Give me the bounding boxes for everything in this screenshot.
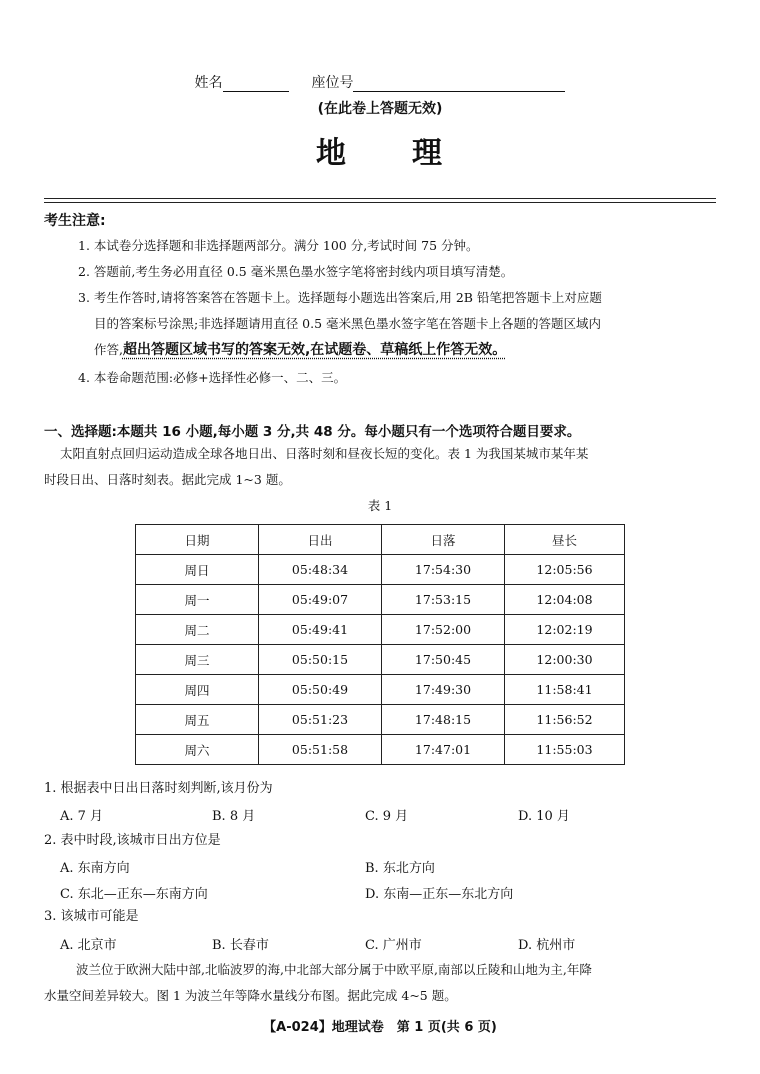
seat-blank[interactable] — [353, 77, 565, 92]
page-footer: 【A-024】地理试卷 第 1 页(共 6 页) — [263, 1020, 497, 1035]
q1-option-d[interactable]: D. 10 月 — [518, 809, 570, 824]
table-cell: 周日 — [136, 555, 259, 585]
table-cell: 05:49:41 — [259, 615, 382, 645]
col-header-sunset: 日落 — [382, 525, 505, 555]
table-cell: 12:00:30 — [505, 645, 625, 675]
instruction-3-prefix: 作答, — [94, 342, 123, 357]
table-cell: 周五 — [136, 705, 259, 735]
instruction-3-cont: 目的答案标号涂黑;非选择题请用直径 0.5 毫米黑色墨水签字笔在答题卡上各题的答题区域内 — [94, 316, 602, 331]
table-cell: 05:50:49 — [259, 675, 382, 705]
table-cell: 05:51:23 — [259, 705, 382, 735]
sunrise-sunset-table — [135, 524, 625, 765]
title-char-2: 理 — [412, 136, 444, 171]
q3-option-c[interactable]: C. 广州市 — [365, 938, 422, 953]
q2-option-c[interactable]: C. 东北—正东—东南方向 — [60, 887, 208, 902]
table-cell: 12:02:19 — [505, 615, 625, 645]
q3-option-a[interactable]: A. 北京市 — [60, 938, 117, 953]
instruction-1: 1. 本试卷分选择题和非选择题两部分。满分 100 分,考试时间 75 分钟。 — [78, 238, 479, 253]
question-3-stem: 3. 该城市可能是 — [44, 909, 139, 924]
question-2-stem: 2. 表中时段,该城市日出方位是 — [44, 833, 221, 848]
intro-line-1: 太阳直射点回归运动造成全球各地日出、日落时刻和昼夜长短的变化。表 1 为我国某城市某年某 — [60, 446, 589, 461]
table-cell: 周二 — [136, 615, 259, 645]
table-header-row — [136, 525, 625, 555]
table-cell: 12:04:08 — [505, 585, 625, 615]
table-cell: 周六 — [136, 735, 259, 765]
table-cell: 12:05:56 — [505, 555, 625, 585]
table-caption: 表 1 — [367, 498, 393, 513]
q1-option-b[interactable]: B. 8 月 — [212, 809, 256, 824]
table-cell: 周三 — [136, 645, 259, 675]
table-cell: 05:50:15 — [259, 645, 382, 675]
name-blank[interactable] — [223, 77, 289, 92]
table-cell: 05:49:07 — [259, 585, 382, 615]
table-cell: 周四 — [136, 675, 259, 705]
seat-label: 座位号 — [311, 75, 354, 91]
instructions-heading: 考生注意: — [44, 213, 106, 229]
table-row — [136, 705, 625, 735]
intro-line-2: 时段日出、日落时刻表。据此完成 1~3 题。 — [44, 472, 291, 487]
instruction-3-end — [94, 340, 506, 360]
table-cell: 11:56:52 — [505, 705, 625, 735]
table-row — [136, 615, 625, 645]
q3-option-d[interactable]: D. 杭州市 — [518, 938, 576, 953]
col-header-date: 日期 — [136, 525, 259, 555]
divider-top — [44, 198, 716, 199]
table-cell: 17:47:01 — [382, 735, 505, 765]
table-row — [136, 675, 625, 705]
name-label: 姓名 — [194, 75, 223, 91]
table-cell: 05:51:58 — [259, 735, 382, 765]
exam-header — [0, 72, 760, 92]
table-cell: 17:52:00 — [382, 615, 505, 645]
poland-line-1: 波兰位于欧洲大陆中部,北临波罗的海,中北部大部分属于中欧平原,南部以丘陵和山地为主,年降 — [76, 962, 592, 977]
table-cell: 17:49:30 — [382, 675, 505, 705]
q2-option-d[interactable]: D. 东南—正东—东北方向 — [365, 887, 514, 902]
poland-line-2: 水量空间差异较大。图 1 为波兰年等降水量线分布图。据此完成 4~5 题。 — [44, 988, 457, 1003]
instruction-3: 3. 考生作答时,请将答案答在答题卡上。选择题每小题选出答案后,用 2B 铅笔把答题卡上对应题 — [78, 290, 602, 305]
divider-bottom — [44, 202, 716, 203]
instruction-4: 4. 本卷命题范围:必修+选择性必修一、二、三。 — [78, 370, 347, 385]
table-row — [136, 735, 625, 765]
table-cell: 17:53:15 — [382, 585, 505, 615]
table-cell: 周一 — [136, 585, 259, 615]
table-cell: 05:48:34 — [259, 555, 382, 585]
table-cell: 11:58:41 — [505, 675, 625, 705]
instruction-2: 2. 答题前,考生务必用直径 0.5 毫米黑色墨水签字笔将密封线内项目填写清楚。 — [78, 264, 514, 279]
col-header-sunrise: 日出 — [259, 525, 382, 555]
table-cell: 17:48:15 — [382, 705, 505, 735]
instruction-emphasis: 超出答题区域书写的答案无效,在试题卷、草稿纸上作答无效。 — [122, 342, 507, 358]
col-header-daylength: 昼长 — [505, 525, 625, 555]
invalid-notice: (在此卷上答题无效) — [317, 101, 443, 117]
table-cell: 11:55:03 — [505, 735, 625, 765]
q3-option-b[interactable]: B. 长春市 — [212, 938, 269, 953]
q2-option-a[interactable]: A. 东南方向 — [60, 861, 130, 876]
table-row — [136, 555, 625, 585]
question-1-stem: 1. 根据表中日出日落时刻判断,该月份为 — [44, 781, 273, 796]
section-heading: 一、选择题:本题共 16 小题,每小题 3 分,共 48 分。每小题只有一个选项符合题目要求。 — [44, 424, 581, 440]
q2-option-b[interactable]: B. 东北方向 — [365, 861, 435, 876]
q1-option-a[interactable]: A. 7 月 — [60, 809, 104, 824]
q1-option-c[interactable]: C. 9 月 — [365, 809, 409, 824]
table-cell: 17:50:45 — [382, 645, 505, 675]
table-row — [136, 645, 625, 675]
table-row — [136, 585, 625, 615]
title-char-1: 地 — [316, 136, 348, 171]
table-cell: 17:54:30 — [382, 555, 505, 585]
page-title — [0, 128, 760, 172]
